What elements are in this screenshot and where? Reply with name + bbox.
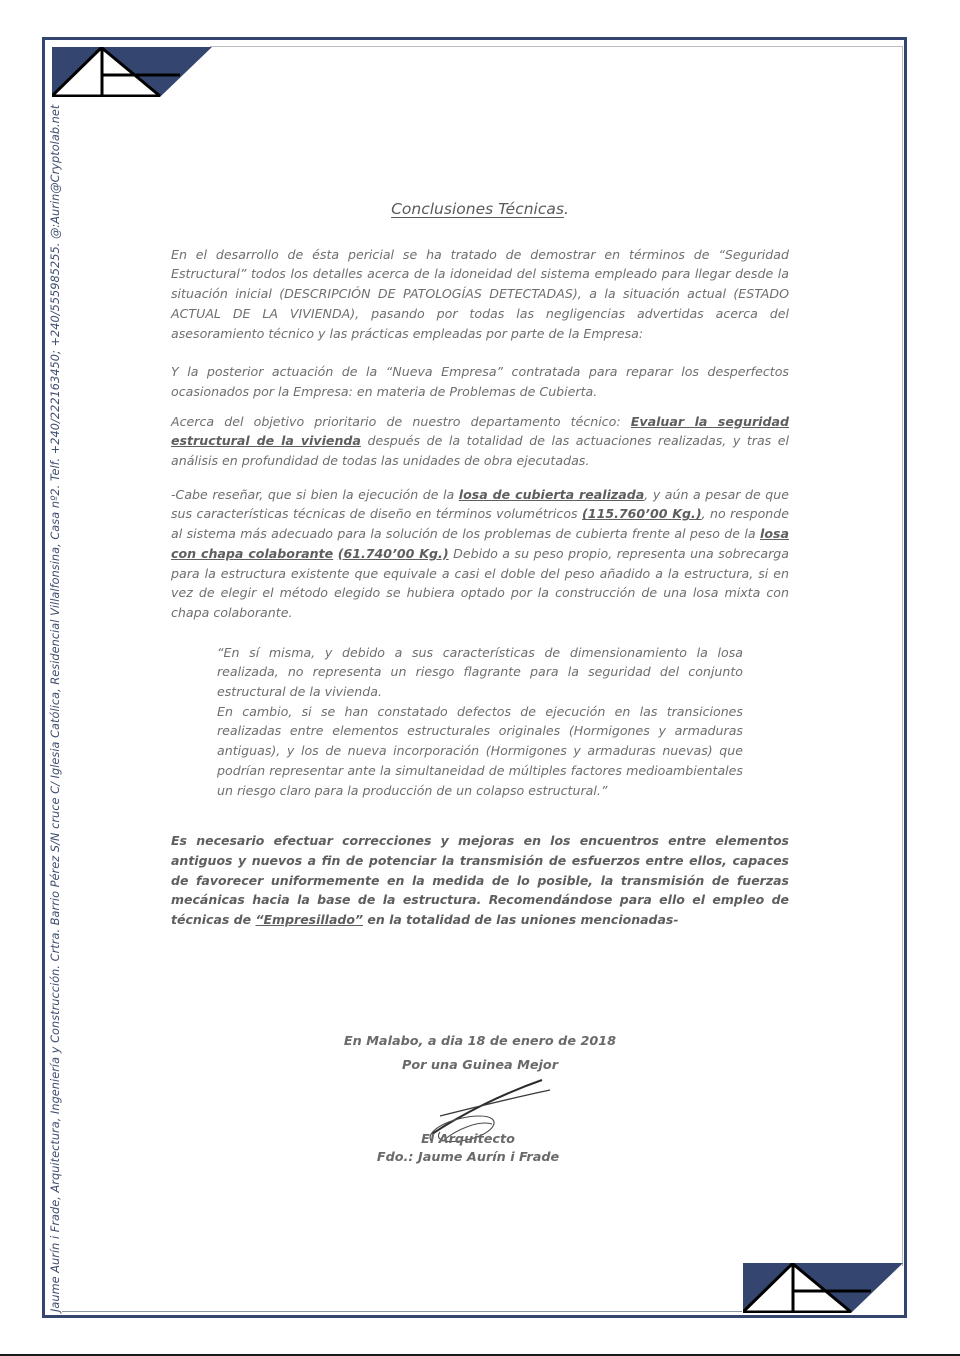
paragraph-recommendation [171, 831, 789, 930]
blockquote [217, 643, 743, 801]
paragraph-objective [171, 412, 789, 471]
signature-date: En Malabo, a dia 18 de enero de 2018 [343, 1034, 617, 1049]
paragraph-nueva-empresa: Y la posterior actuación de la “Nueva Empresa” contratada para reparar los desperfectos ocasionados por la Empresa: en materia de Problemas de Cubierta. [171, 364, 789, 399]
inner-rule-bottom [62, 1311, 742, 1312]
paragraph-losa [171, 485, 789, 623]
p4-text-a: -Cabe reseñar, que si bien la ejecución de la [171, 486, 459, 502]
p4-weight-chapa: (61.740’00 Kg.) [337, 545, 449, 561]
company-logo-bottom [743, 1263, 903, 1313]
signature-role: El Arquitecto [421, 1132, 515, 1147]
p4-text-i: Debido a su peso propio, representa una sobrecarga para la estructura existente que equivale a casi el doble del peso añadido a la estructura, si en vez de elegir el método elegido se hubiera optado por la construcción de una losa mixta con chapa colaborante. [171, 545, 789, 620]
signature-name: Fdo.: Jaume Aurín i Frade [376, 1150, 560, 1165]
document-body [171, 200, 789, 930]
signature-motto: Por una Guinea Mejor [401, 1058, 559, 1073]
paragraph-intro: En el desarrollo de ésta pericial se ha tratado de demostrar en términos de “Seguridad Estructural” todos los detalles acerca de la idoneidad del sistema empleado para llegar desde la situación inicial (DESCRIPCIÓN DE PATOLOGÍAS DETECTADAS), a la situación actual (ESTADO ACTUAL DE LA VIVIENDA), pasando por todas las negligencias advertidas acerca del asesoramiento técnico y las prácticas empleadas por parte de la Empresa: [171, 246, 789, 341]
inner-rule-right [902, 46, 903, 1266]
p4-weight-losa: (115.760’00 Kg.) [582, 506, 702, 522]
p4-emphasis-losa: losa de cubierta realizada [458, 486, 645, 502]
p5-text-a: Es necesario efectuar correcciones y mejoras en los encuentros entre elementos antiguos y nuevos a fin de potenciar la transmisión de esfuerzos entre ellos, capaces de favorecer uniformemente en la medida de lo posible, la transmisión de fuerzas mecánicas hacia la base de la estructura. Recomendándose para ello el empleo de técnicas de [171, 833, 789, 928]
inner-rule-top [210, 46, 903, 47]
p4-emphasis-chapa: losa con chapa colaborante [171, 526, 789, 561]
document-title [171, 200, 789, 220]
p3-text-c: después de la totalidad de las actuaciones realizadas, y tras el análisis en profundidad de todas las unidades de obra ejecutadas. [171, 433, 790, 469]
p4-text-e: , no responde al sistema más adecuado para la solución de los problemas de cubierta frente al peso de la [171, 506, 790, 542]
p5-text-c: en la totalidad de las uniones mencionadas- [363, 912, 679, 928]
p3-emphasis: Evaluar la seguridad estructural de la vivienda [171, 413, 790, 449]
company-logo-top [52, 47, 212, 97]
letterhead-contact-sidebar: Jaume Aurín i Frade, Arquitectura, Ingeniería y Construcción. Crtra. Barrio Pérez S/N cruce C/ Iglesia Católica, Residencial Villalfonsina, Casa nº2. Telf. +240/222163450; +240/555985255. @:Aurin@Cryptolab.net [49, 104, 62, 1312]
p3-text-a: Acerca del objetivo prioritario de nuestro departamento técnico: [171, 413, 631, 429]
p5-emphasis: “Empresillado” [255, 912, 363, 928]
title-suffix: . [563, 200, 569, 218]
title-text: Conclusiones Técnicas [391, 200, 564, 218]
quote-paragraph-2: En cambio, si se han constatado defectos de ejecución en las transiciones realizadas entre elementos estructurales originales (Hormigones y armaduras antiguas), y los de nueva incorporación (Hormigones y armaduras nuevas) que podrían representar ante la simultaneidad de múltiples factores medioambientales un riesgo claro para la producción de un colapso estructural.” [217, 703, 743, 798]
p4-text-c: , y aún a pesar de que sus características técnicas de diseño en términos volumétricos [171, 486, 789, 522]
quote-paragraph-1: “En sí misma, y debido a sus características de dimensionamiento la losa realizada, no representa un riesgo flagrante para la seguridad del conjunto estructural de la vivienda. [217, 644, 743, 700]
